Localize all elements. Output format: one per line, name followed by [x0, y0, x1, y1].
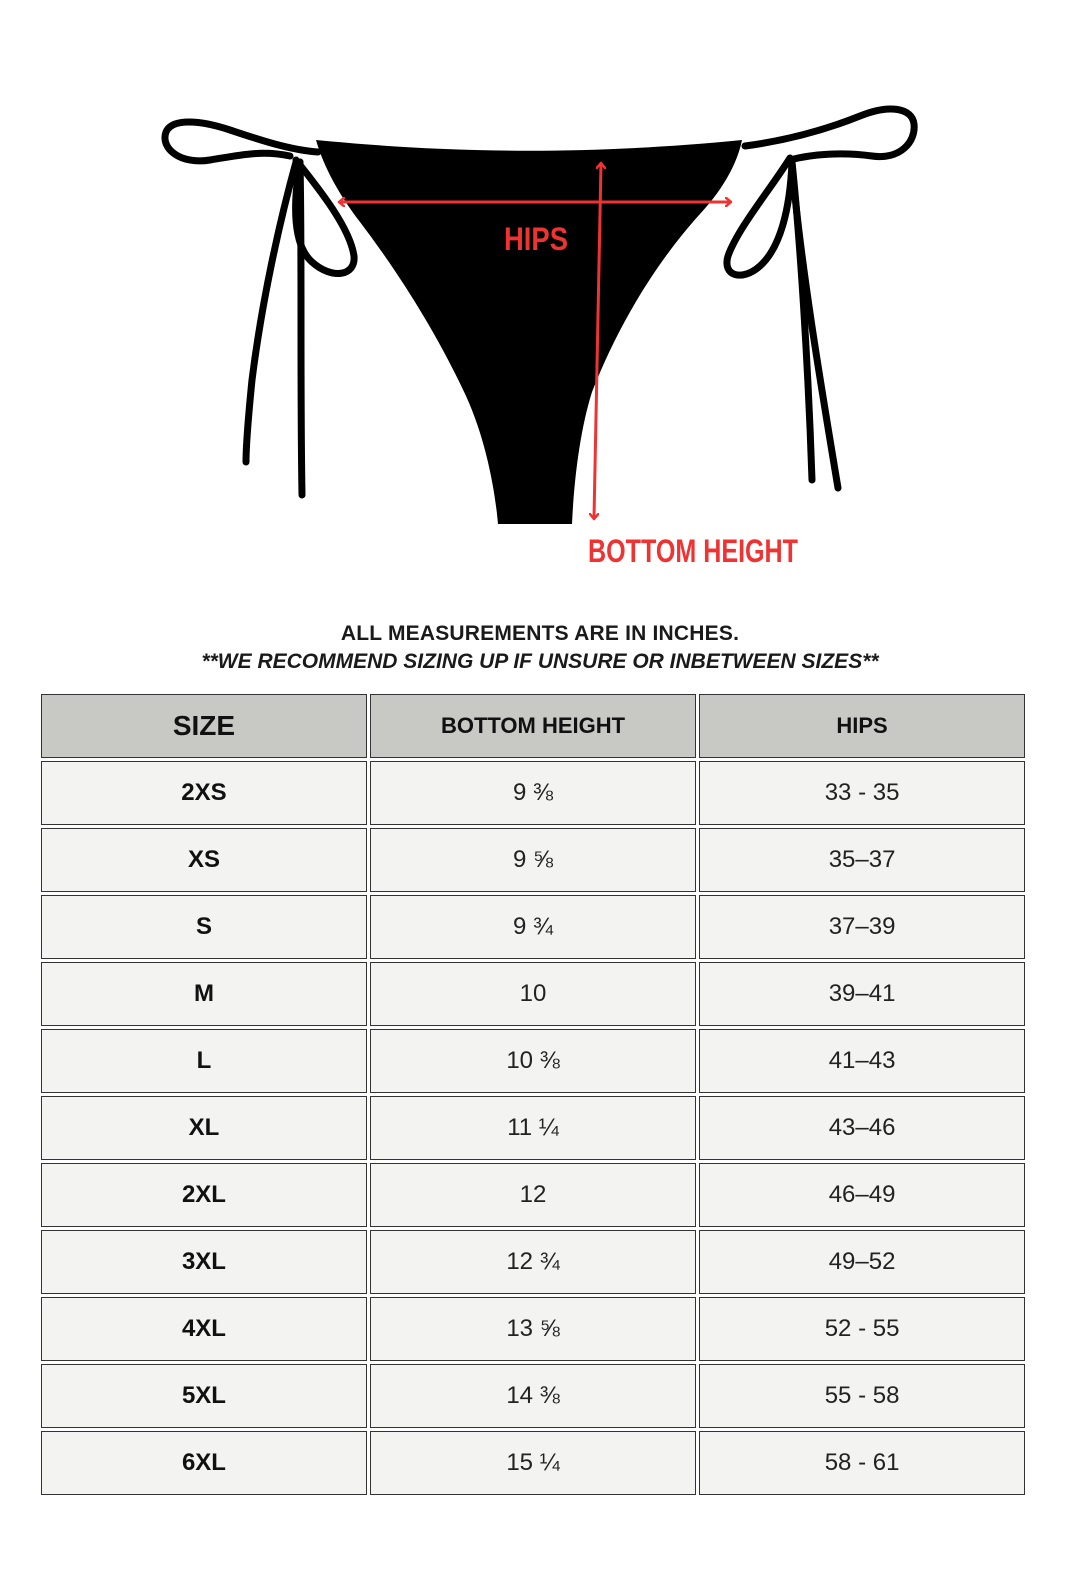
- bottom-height-cell: 9 ⅜: [370, 761, 696, 825]
- hips-cell: 46–49: [699, 1163, 1025, 1227]
- table-row: [41, 1297, 1025, 1361]
- hips-cell: 35–37: [699, 828, 1025, 892]
- size-cell: M: [41, 962, 367, 1026]
- size-cell: 3XL: [41, 1230, 367, 1294]
- units-note: ALL MEASUREMENTS ARE IN INCHES.: [340, 622, 740, 645]
- table-row: [41, 1029, 1025, 1093]
- hips-cell: 49–52: [699, 1230, 1025, 1294]
- size-cell: XS: [41, 828, 367, 892]
- table-row: [41, 828, 1025, 892]
- size-cell: L: [41, 1029, 367, 1093]
- size-cell: S: [41, 895, 367, 959]
- size-cell: 4XL: [41, 1297, 367, 1361]
- bottom-height-cell: 10 ⅜: [370, 1029, 696, 1093]
- bottom-height-cell: 11 ¼: [370, 1096, 696, 1160]
- size-cell: 2XL: [41, 1163, 367, 1227]
- table-row: [41, 1431, 1025, 1495]
- hips-cell: 55 - 58: [699, 1364, 1025, 1428]
- bottom-height-cell: 15 ¼: [370, 1431, 696, 1495]
- table-row: [41, 1364, 1025, 1428]
- table-row: [41, 761, 1025, 825]
- header-size: SIZE: [41, 694, 367, 758]
- size-table: [38, 691, 1028, 1498]
- hips-label: HIPS: [504, 221, 568, 257]
- bottom-height-cell: 9 ¾: [370, 895, 696, 959]
- bottom-height-cell: 14 ⅜: [370, 1364, 696, 1428]
- table-header-row: [41, 694, 1025, 758]
- measurement-notes: [0, 620, 1080, 676]
- size-cell: 5XL: [41, 1364, 367, 1428]
- header-bottom-height: BOTTOM HEIGHT: [370, 694, 696, 758]
- bottom-height-cell: 12: [370, 1163, 696, 1227]
- right-tie-strings: [727, 109, 914, 488]
- table-row: [41, 1096, 1025, 1160]
- bottom-height-cell: 10: [370, 962, 696, 1026]
- size-cell: XL: [41, 1096, 367, 1160]
- hips-cell: 37–39: [699, 895, 1025, 959]
- table-row: [41, 1230, 1025, 1294]
- garment-body: [316, 140, 742, 524]
- hips-cell: 52 - 55: [699, 1297, 1025, 1361]
- bottom-height-cell: 9 ⅝: [370, 828, 696, 892]
- bottom-height-cell: 12 ¾: [370, 1230, 696, 1294]
- header-hips: HIPS: [699, 694, 1025, 758]
- left-tie-strings: [165, 122, 354, 495]
- sizing-recommendation: **WE RECOMMEND SIZING UP IF UNSURE OR INBETWEEN SIZES**: [201, 650, 879, 673]
- hips-cell: 33 - 35: [699, 761, 1025, 825]
- size-cell: 2XS: [41, 761, 367, 825]
- table-row: [41, 962, 1025, 1026]
- hips-cell: 43–46: [699, 1096, 1025, 1160]
- table-row: [41, 1163, 1025, 1227]
- table-row: [41, 895, 1025, 959]
- hips-cell: 58 - 61: [699, 1431, 1025, 1495]
- hips-cell: 39–41: [699, 962, 1025, 1026]
- size-cell: 6XL: [41, 1431, 367, 1495]
- bottom-height-cell: 13 ⅝: [370, 1297, 696, 1361]
- measurement-diagram: [0, 0, 1080, 600]
- hips-cell: 41–43: [699, 1029, 1025, 1093]
- bikini-bottom-illustration: [0, 0, 1080, 600]
- bottom-height-label: BOTTOM HEIGHT: [588, 533, 799, 569]
